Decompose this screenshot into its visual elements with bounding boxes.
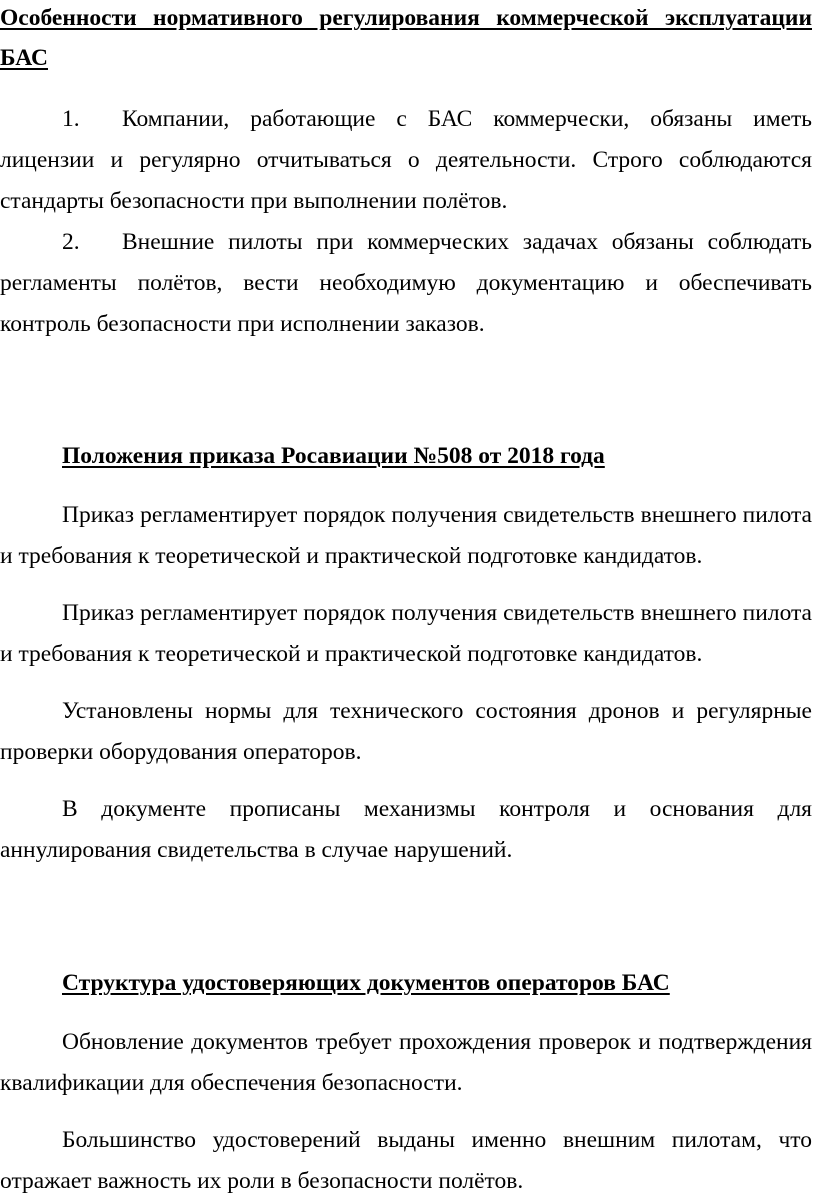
list-item-text: Внешние пилоты при коммерческих задачах обязаны соблюдать регламенты полётов, вести необходимую документацию и обеспечивать контроль безопасности при исполнении заказов.: [0, 229, 812, 337]
section-heading-commercial-regulation: Особенности нормативного регулирования коммерческой эксплуатации БАС: [0, 5, 812, 71]
paragraph: Приказ регламентирует порядок получения свидетельств внешнего пилота и требования к теоретической и практической подготовке кандидатов.: [0, 600, 812, 667]
list-item: [0, 222, 812, 345]
paragraph: Приказ регламентирует порядок получения свидетельств внешнего пилота и требования к теоретической и практической подготовке кандидатов.: [0, 502, 812, 569]
paragraph: Большинство удостоверений выданы именно внешним пилотам, что отражает важность их роли в безопасности полётов.: [0, 1127, 812, 1194]
paragraph: Обновление документов требует прохождения проверок и подтверждения квалификации для обеспечения безопасности.: [0, 1029, 812, 1096]
paragraph: Установлены нормы для технического состояния дронов и регулярные проверки оборудования операторов.: [0, 698, 812, 765]
list-item: [0, 99, 812, 222]
section-heading-certificate-structure: Структура удостоверяющих документов операторов БАС: [62, 970, 670, 996]
section-heading-rosaviatsiya-order: Положения приказа Росавиации №508 от 2018 года: [62, 443, 605, 469]
list-item-number: 2.: [62, 229, 80, 255]
list-item-number: 1.: [62, 106, 80, 132]
list-item-text: Компании, работающие с БАС коммерчески, обязаны иметь лицензии и регулярно отчитываться о деятельности. Строго соблюдаются стандарты безопасности при выполнении полётов.: [0, 106, 812, 214]
paragraph: В документе прописаны механизмы контроля и основания для аннулирования свидетельства в случае нарушений.: [0, 796, 812, 863]
